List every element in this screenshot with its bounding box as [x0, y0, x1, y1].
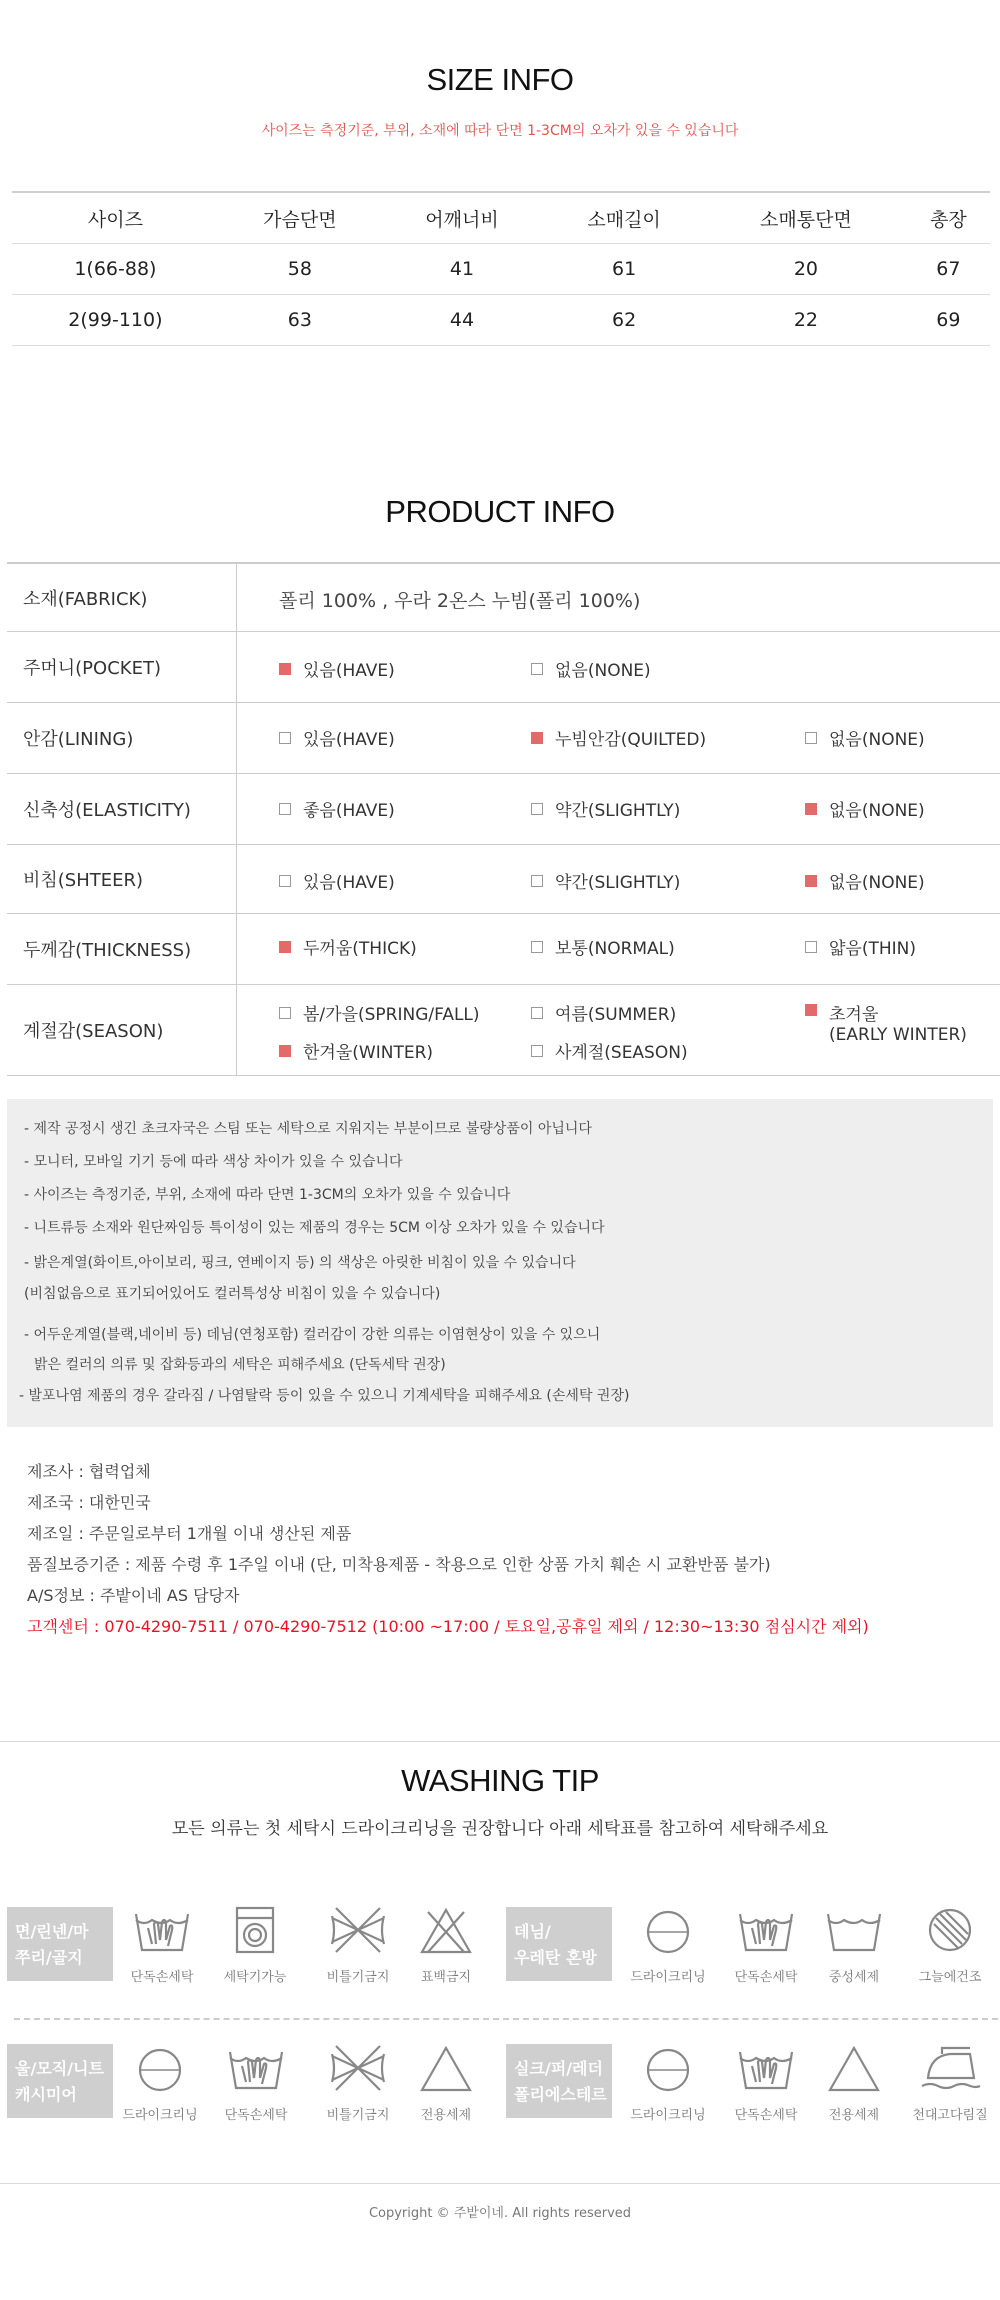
- table-cell: 62: [543, 295, 705, 346]
- unchecked-box-icon: [279, 1007, 291, 1019]
- row-season: [7, 985, 1000, 1076]
- table-cell: 58: [219, 244, 381, 295]
- thickness-option-thick: [279, 934, 417, 959]
- header-sleeve-length: 소매길이: [543, 192, 705, 244]
- hand-wash-icon: [726, 2042, 806, 2123]
- option-label: 있음(HAVE): [303, 873, 395, 893]
- maker-line: 품질보증기준 : 제품 수령 후 1주일 이내 (단, 미착용제품 - 착용으로 인한 상품 가치 훼손 시 교환반품 불가): [27, 1555, 771, 1574]
- special-detergent-icon: [814, 2042, 894, 2123]
- notice-line: (비침없음으로 표기되어있어도 컬러특성상 비침이 있을 수 있습니다): [24, 1286, 441, 1302]
- option-label: 있음(HAVE): [303, 661, 395, 681]
- option-label: 누빔안감(QUILTED): [555, 730, 707, 750]
- icon-label: 비틀기금지: [326, 1970, 390, 1985]
- icon-label: 그늘에건조: [918, 1970, 982, 1985]
- category-line2: 캐시미어: [15, 2085, 77, 2104]
- table-cell: 61: [543, 244, 705, 295]
- washing-tip-title: WASHING TIP: [401, 1763, 599, 1798]
- table-cell: 44: [381, 295, 543, 346]
- iron-cloth-icon: [910, 2042, 990, 2123]
- header-chest: 가슴단면: [219, 192, 381, 244]
- option-label: 여름(SUMMER): [555, 1005, 677, 1025]
- hand-wash-icon: [726, 1904, 806, 1985]
- elasticity-label: 신축성(ELASTICITY): [7, 774, 237, 844]
- divider: [0, 1741, 1000, 1742]
- icon-label: 전용세제: [828, 2108, 880, 2123]
- season-option-summer: [531, 1000, 676, 1025]
- no-bleach-icon: [406, 1904, 486, 1985]
- category-cotton-linen: [7, 1907, 113, 1981]
- icon-label: 단독손세탁: [734, 2108, 798, 2123]
- table-cell: 69: [907, 295, 990, 346]
- category-line1: 울/모직/니트: [15, 2059, 104, 2078]
- category-line1: 실크/퍼/레더: [514, 2059, 603, 2078]
- option-label: 두꺼움(THICK): [303, 939, 417, 959]
- option-label: 사계절(SEASON): [555, 1043, 688, 1063]
- notice-box: [7, 1099, 993, 1427]
- lining-option-quilted: [531, 725, 706, 750]
- unchecked-box-icon: [279, 875, 291, 887]
- header-shoulder: 어깨너비: [381, 192, 543, 244]
- no-wring-icon: [318, 1904, 398, 1985]
- season-option-all-season: [531, 1038, 688, 1063]
- table-cell: 22: [705, 295, 907, 346]
- season-label: 계절감(SEASON): [7, 985, 237, 1075]
- category-line2: 쭈리/골지: [15, 1948, 83, 1967]
- option-label: 없음(NONE): [555, 661, 651, 681]
- row-elasticity: [7, 774, 1000, 845]
- divider: [0, 2183, 1000, 2184]
- row-fabric: [7, 564, 1000, 632]
- washing-machine-icon: [215, 1904, 295, 1985]
- fabric-label: 소재(FABRICK): [7, 564, 237, 631]
- size-table-header: [12, 192, 990, 244]
- maker-line: 제조국 : 대한민국: [27, 1493, 151, 1512]
- icon-label: 단독손세탁: [224, 2108, 288, 2123]
- category-silk-fur-leather: [506, 2044, 612, 2118]
- row-lining: [7, 703, 1000, 774]
- sheer-option-none: [805, 868, 925, 893]
- category-line2: 폴리에스테르: [514, 2085, 607, 2104]
- unchecked-box-icon: [531, 941, 543, 953]
- header-total-length: 총장: [907, 192, 990, 244]
- table-row: [12, 295, 990, 346]
- option-label: 없음(NONE): [829, 730, 925, 750]
- table-cell: 1(66-88): [12, 244, 219, 295]
- icon-label: 단독손세탁: [734, 1970, 798, 1985]
- option-label: 한겨울(WINTER): [303, 1043, 434, 1063]
- season-option-spring-fall: [279, 1000, 480, 1025]
- option-label-line1: 초겨울: [829, 1005, 879, 1025]
- row-pocket: [7, 632, 1000, 703]
- category-line1: 면/린넨/마: [15, 1922, 89, 1941]
- unchecked-box-icon: [279, 732, 291, 744]
- size-table: [12, 191, 990, 346]
- unchecked-box-icon: [805, 941, 817, 953]
- category-wool-knit: [7, 2044, 113, 2118]
- notice-line: 밝은 컬러의 의류 및 잡화등과의 세탁은 피해주세요 (단독세탁 권장): [34, 1357, 446, 1373]
- notice-line: - 니트류등 소재와 원단짜임등 특이성이 있는 제품의 경우는 5CM 이상 오차가 있을 수 있습니다: [24, 1220, 605, 1236]
- neutral-detergent-icon: [814, 1904, 894, 1985]
- checked-box-icon: [279, 941, 291, 953]
- option-label: 봄/가을(SPRING/FALL): [303, 1005, 480, 1025]
- checked-box-icon: [531, 732, 543, 744]
- dry-clean-icon: [120, 2042, 200, 2123]
- pocket-option-none: [531, 656, 651, 681]
- thickness-label: 두께감(THICKNESS): [7, 914, 237, 984]
- hand-wash-icon: [216, 2042, 296, 2123]
- icon-label: 천대고다림질: [912, 2108, 988, 2123]
- lining-label: 안감(LINING): [7, 703, 237, 773]
- size-note: 사이즈는 측정기준, 부위, 소재에 따라 단면 1-3CM의 오차가 있을 수 있습니다: [261, 123, 739, 139]
- option-label: [829, 1000, 967, 1045]
- washing-tip-subtitle: 모든 의류는 첫 세탁시 드라이크리닝을 권장합니다 아래 세탁표를 참고하여 세탁해주세요: [171, 1819, 829, 1839]
- unchecked-box-icon: [531, 1007, 543, 1019]
- pocket-option-have: [279, 656, 395, 681]
- icon-label: 단독손세탁: [130, 1970, 194, 1985]
- row-thickness: [7, 914, 1000, 985]
- icon-label: 비틀기금지: [326, 2108, 390, 2123]
- sheer-option-slightly: [531, 868, 680, 893]
- checked-box-icon: [805, 1004, 817, 1016]
- unchecked-box-icon: [531, 803, 543, 815]
- notice-line: - 어두운계열(블랙,네이비 등) 데님(연청포함) 컬러감이 강한 의류는 이염현상이 있을 수 있으니: [24, 1327, 601, 1343]
- checked-box-icon: [805, 803, 817, 815]
- no-wring-icon: [318, 2042, 398, 2123]
- icon-label: 전용세제: [420, 2108, 472, 2123]
- table-row: [12, 244, 990, 295]
- notice-line: - 사이즈는 측정기준, 부위, 소재에 따라 단면 1-3CM의 오차가 있을 수 있습니다: [24, 1187, 511, 1203]
- category-denim-urethane: [506, 1907, 612, 1981]
- size-info-title: SIZE INFO: [426, 62, 574, 97]
- table-cell: 2(99-110): [12, 295, 219, 346]
- option-label: 약간(SLIGHTLY): [555, 801, 681, 821]
- unchecked-box-icon: [279, 803, 291, 815]
- elasticity-option-have: [279, 796, 395, 821]
- table-cell: 67: [907, 244, 990, 295]
- maker-line: 제조사 : 협력업체: [27, 1462, 151, 1481]
- icon-label: 표백금지: [420, 1970, 472, 1985]
- option-label: 없음(NONE): [829, 801, 925, 821]
- icon-label: 드라이크리닝: [630, 1970, 706, 1985]
- elasticity-option-slightly: [531, 796, 680, 821]
- sheer-label: 비침(SHTEER): [7, 845, 237, 913]
- lining-option-none: [805, 725, 925, 750]
- thickness-option-normal: [531, 934, 675, 959]
- checked-box-icon: [279, 663, 291, 675]
- product-info-table: [7, 562, 1000, 1076]
- thickness-option-thin: [805, 934, 916, 959]
- dashed-divider: [14, 2018, 998, 2020]
- hand-wash-icon: [122, 1904, 202, 1985]
- notice-line: - 밝은계열(화이트,아이보리, 핑크, 연베이지 등) 의 색상은 아릿한 비침이 있을 수 있습니다: [24, 1255, 576, 1271]
- option-label: 좋음(HAVE): [303, 801, 395, 821]
- unchecked-box-icon: [531, 875, 543, 887]
- header-sleeve-width: 소매통단면: [705, 192, 907, 244]
- option-label: 없음(NONE): [829, 873, 925, 893]
- copyright-footer: Copyright © 주밭이네. All rights reserved: [368, 2206, 632, 2221]
- table-cell: 20: [705, 244, 907, 295]
- icon-label: 중성세제: [828, 1970, 880, 1985]
- row-sheer: [7, 845, 1000, 914]
- fabric-value: 폴리 100% , 우라 2온스 누빔(폴리 100%): [279, 590, 641, 612]
- unchecked-box-icon: [531, 1045, 543, 1057]
- option-label: 있음(HAVE): [303, 730, 395, 750]
- dry-clean-icon: [628, 2042, 708, 2123]
- table-cell: 63: [219, 295, 381, 346]
- shade-dry-icon: [910, 1904, 990, 1985]
- unchecked-box-icon: [531, 663, 543, 675]
- special-detergent-icon: [406, 2042, 486, 2123]
- lining-option-have: [279, 725, 395, 750]
- sheer-option-have: [279, 868, 395, 893]
- table-cell: 41: [381, 244, 543, 295]
- season-option-early-winter: [805, 1000, 967, 1045]
- notice-line: - 제작 공정시 생긴 초크자국은 스팀 또는 세탁으로 지워지는 부분이므로 불량상품이 아닙니다: [24, 1121, 592, 1137]
- elasticity-option-none: [805, 796, 925, 821]
- checked-box-icon: [805, 875, 817, 887]
- pocket-label: 주머니(POCKET): [7, 632, 237, 702]
- option-label: 보통(NORMAL): [555, 939, 675, 959]
- season-option-winter: [279, 1038, 433, 1063]
- category-line2: 우레탄 혼방: [514, 1948, 597, 1967]
- option-label: 얇음(THIN): [829, 939, 917, 959]
- notice-line: - 발포나염 제품의 경우 갈라짐 / 나염탈락 등이 있을 수 있으니 기계세탁을 피해주세요 (손세탁 권장): [19, 1388, 630, 1404]
- maker-line: 제조일 : 주문일로부터 1개월 이내 생산된 제품: [27, 1524, 352, 1543]
- dry-clean-icon: [628, 1904, 708, 1985]
- header-size: 사이즈: [12, 192, 219, 244]
- product-info-title: PRODUCT INFO: [385, 494, 615, 529]
- option-label: 약간(SLIGHTLY): [555, 873, 681, 893]
- category-line1: 데님/: [514, 1922, 551, 1941]
- maker-line: A/S정보 : 주밭이네 AS 담당자: [27, 1586, 240, 1605]
- customer-center-line: 고객센터 : 070-4290-7511 / 070-4290-7512 (10:00 ~17:00 / 토요일,공휴일 제외 / 12:30~13:30 점심시간 제외): [27, 1617, 869, 1636]
- icon-label: 드라이크리닝: [630, 2108, 706, 2123]
- notice-line: - 모니터, 모바일 기기 등에 따라 색상 차이가 있을 수 있습니다: [24, 1154, 403, 1170]
- icon-label: 드라이크리닝: [122, 2108, 198, 2123]
- checked-box-icon: [279, 1045, 291, 1057]
- option-label-line2: (EARLY WINTER): [829, 1025, 967, 1045]
- icon-label: 세탁기가능: [223, 1970, 287, 1985]
- unchecked-box-icon: [805, 732, 817, 744]
